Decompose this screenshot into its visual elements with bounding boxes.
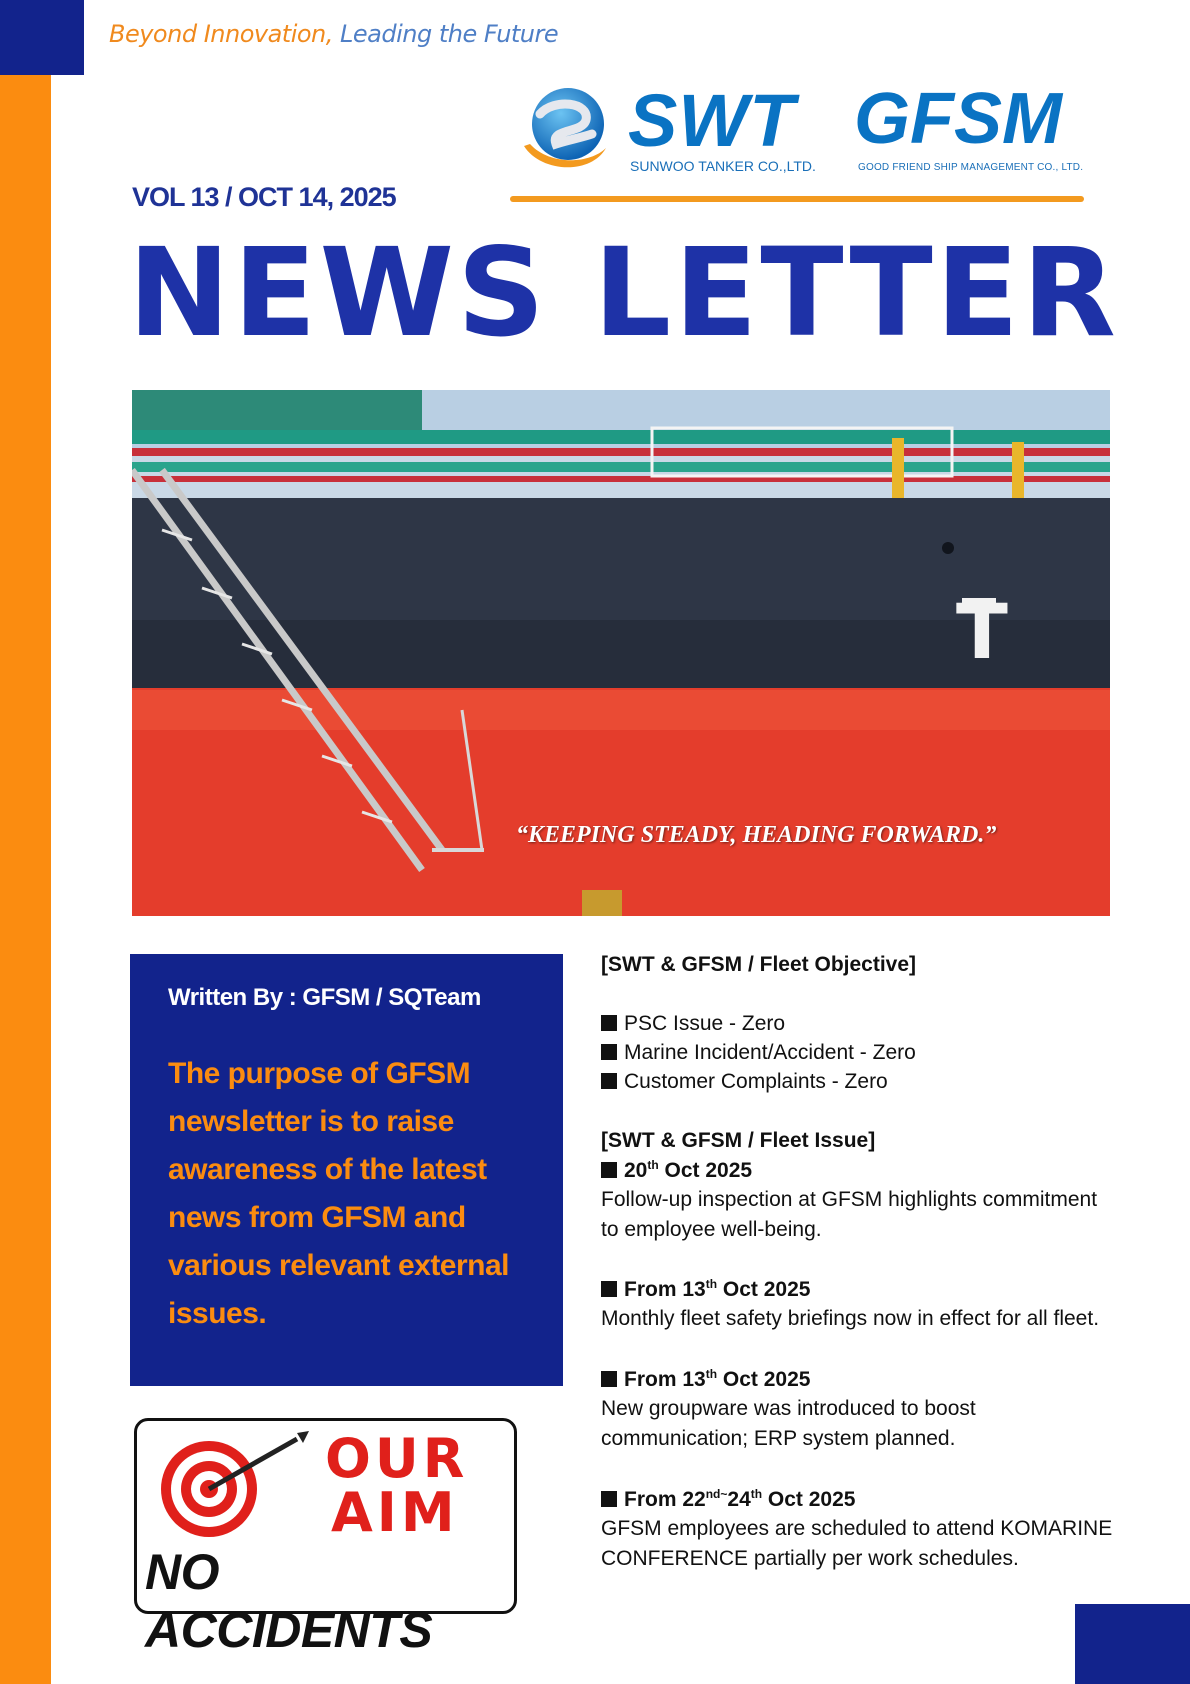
company-logos (520, 79, 1120, 184)
objective-item (601, 1012, 785, 1036)
tagline (109, 20, 558, 48)
issue-date: 20th Oct 2025 (601, 1158, 752, 1183)
sign-line-aim: AIM (331, 1481, 459, 1544)
issue-date: From 13th Oct 2025 (601, 1367, 810, 1392)
tagline-part1: Beyond Innovation, (109, 20, 333, 48)
newsletter-title: NEWS LETTER (128, 222, 1119, 364)
square-bullet-icon (601, 1162, 617, 1178)
purpose-box (130, 954, 563, 1386)
volume-date: VOL 13 / OCT 14, 2025 (132, 182, 396, 212)
objective-item (601, 1041, 916, 1065)
square-bullet-icon (601, 1281, 617, 1297)
objective-item-text: Marine Incident/Accident - Zero (624, 1041, 916, 1064)
issue-text: GFSM employees are scheduled to attend KOMARINE (601, 1517, 1113, 1540)
issue-text: CONFERENCE partially per work schedules. (601, 1547, 1019, 1570)
objective-heading: [SWT & GFSM / Fleet Objective] (601, 953, 917, 976)
gfsm-subtitle: GOOD FRIEND SHIP MANAGEMENT CO., LTD. (858, 162, 1084, 173)
orange-side-bar (0, 75, 51, 1684)
hero-quote: “KEEPING STEADY, HEADING FORWARD.” (516, 822, 997, 848)
swt-wordmark: SWT (628, 79, 796, 162)
purpose-statement: The purpose of GFSM newsletter is to raise awareness of the latest news from GFSM and various relevant external issues. (168, 1057, 510, 1330)
issue-text: to employee well-being. (601, 1218, 822, 1241)
swt-logo-icon (520, 84, 612, 174)
square-bullet-icon (601, 1491, 617, 1507)
square-bullet-icon (601, 1015, 617, 1031)
issue-text: Follow-up inspection at GFSM highlights commitment (601, 1188, 1098, 1211)
corner-block-top (0, 0, 84, 75)
header-rule (510, 196, 1084, 202)
gfsm-wordmark: GFSM (854, 79, 1062, 159)
objective-item-text: PSC Issue - Zero (624, 1012, 786, 1035)
square-bullet-icon (601, 1044, 617, 1060)
sign-line-no-accidents: NO ACCIDENTS (145, 1544, 433, 1658)
no-accidents-sign (134, 1418, 517, 1658)
objective-item (601, 1070, 888, 1094)
issue-heading: [SWT & GFSM / Fleet Issue] (601, 1129, 876, 1152)
objective-item-text: Customer Complaints - Zero (624, 1070, 888, 1093)
sign-line-our: OUR (325, 1427, 469, 1490)
square-bullet-icon (601, 1371, 617, 1387)
issue-date: From $22^{nd\sim}24th$ Oct 2025 (601, 1487, 855, 1512)
hero-photo (132, 390, 1110, 916)
author-line: Written By : GFSM / SQTeam (168, 984, 481, 1011)
swt-subtitle: SUNWOO TANKER CO.,LTD. (630, 158, 816, 174)
issue-text: communication; ERP system planned. (601, 1427, 956, 1450)
issue-date: From 13th Oct 2025 (601, 1277, 810, 1302)
square-bullet-icon (601, 1073, 617, 1089)
tagline-part2: Leading the Future (332, 20, 559, 48)
issue-text: New groupware was introduced to boost (601, 1397, 976, 1420)
corner-block-bottom (1075, 1604, 1190, 1684)
issue-text: Monthly fleet safety briefings now in effect for all fleet. (601, 1307, 1100, 1330)
hull-mark-letter: T (956, 587, 1008, 676)
target-icon (147, 1429, 317, 1539)
